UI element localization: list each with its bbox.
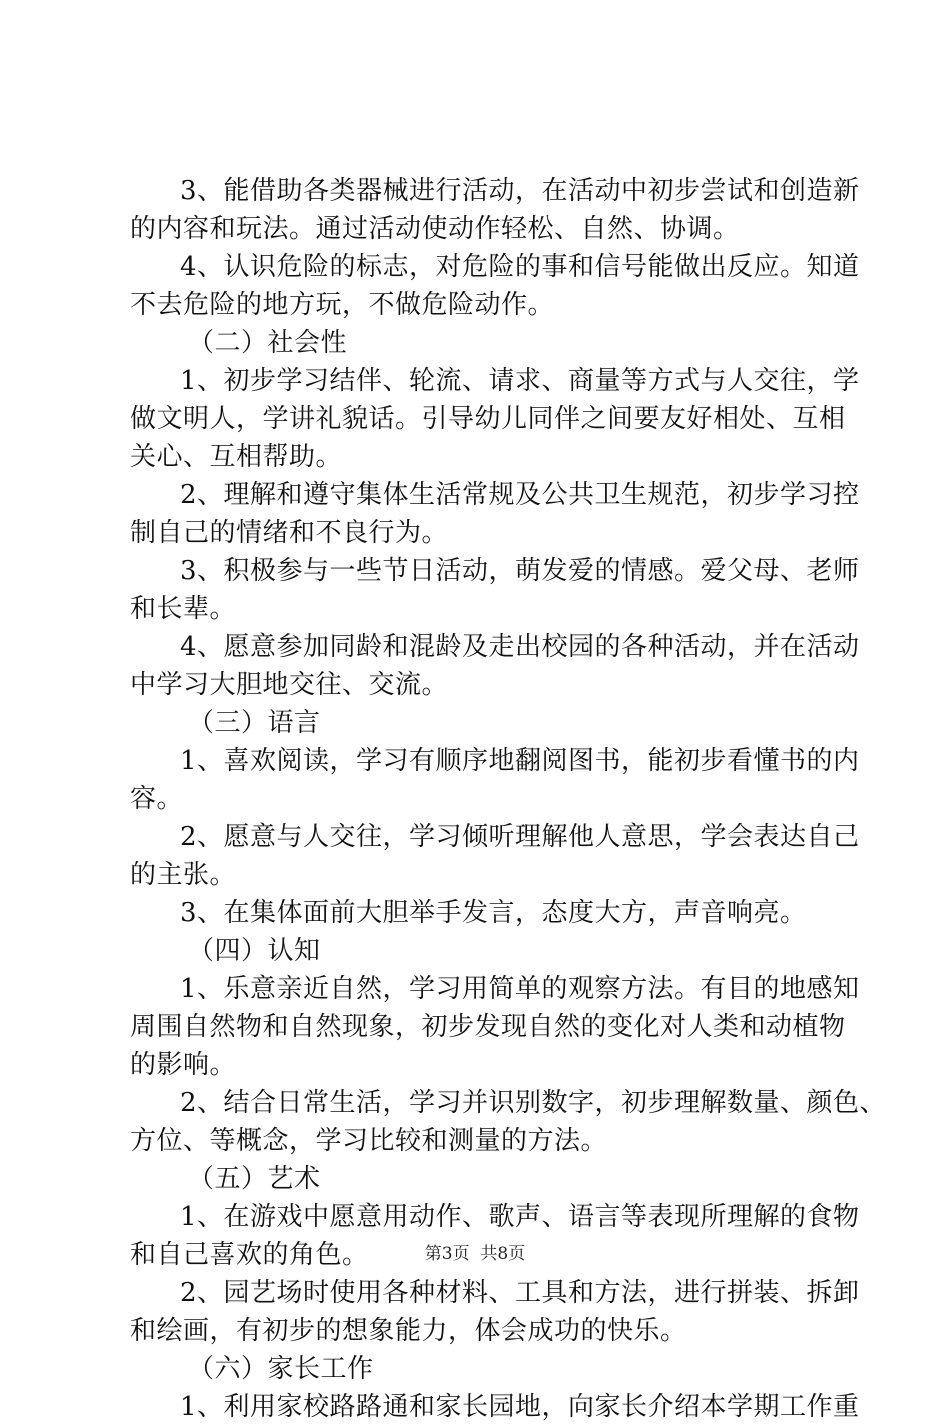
paragraph-line: 方位、等概念，学习比较和测量的方法。 bbox=[130, 1126, 608, 1156]
paragraph-line: 的主张。 bbox=[130, 860, 237, 890]
paragraph-line: 4、认识危险的标志，对危险的事和信号能做出反应。知道 bbox=[180, 252, 860, 282]
paragraph-line: 4、愿意参加同龄和混龄及走出校园的各种活动，并在活动 bbox=[180, 632, 860, 662]
paragraph-line: 做文明人，学讲礼貌话。引导幼儿同伴之间要友好相处、互相 bbox=[130, 404, 846, 434]
paragraph-line: 3、能借助各类器械进行活动，在活动中初步尝试和创造新 bbox=[180, 176, 860, 206]
paragraph-line: 2、愿意与人交往，学习倾听理解他人意思，学会表达自己 bbox=[180, 822, 860, 852]
paragraph-line: 的内容和玩法。通过活动使动作轻松、自然、协调。 bbox=[130, 214, 740, 244]
paragraph-line: 制自己的情绪和不良行为。 bbox=[130, 518, 449, 548]
paragraph-line: 1、利用家校路路通和家长园地，向家长介绍本学期工作重 bbox=[180, 1392, 860, 1422]
paragraph-line: 1、喜欢阅读，学习有顺序地翻阅图书，能初步看懂书的内 bbox=[180, 746, 860, 776]
paragraph-line: 2、理解和遵守集体生活常规及公共卫生规范，初步学习控 bbox=[180, 480, 860, 510]
paragraph-line: 2、园艺场时使用各种材料、工具和方法，进行拼装、拆卸 bbox=[180, 1278, 860, 1308]
paragraph-line: 的影响。 bbox=[130, 1050, 237, 1080]
paragraph-line: 不去危险的地方玩，不做危险动作。 bbox=[130, 290, 555, 320]
page-footer: 第3页 共8页 bbox=[424, 1244, 526, 1264]
section-heading: （四）认知 bbox=[188, 936, 321, 966]
paragraph-line: 容。 bbox=[130, 784, 184, 814]
paragraph-line: 和长辈。 bbox=[130, 594, 237, 624]
paragraph-line: 关心、互相帮助。 bbox=[130, 442, 343, 472]
paragraph-line: 1、乐意亲近自然，学习用简单的观察方法。有目的地感知 bbox=[180, 974, 860, 1004]
section-heading: （二）社会性 bbox=[188, 328, 348, 358]
paragraph-line: 2、结合日常生活，学习并识别数字，初步理解数量、颜色、 bbox=[180, 1088, 887, 1118]
section-heading: （五）艺术 bbox=[188, 1164, 321, 1194]
paragraph-line: 1、初步学习结伴、轮流、请求、商量等方式与人交往，学 bbox=[180, 366, 860, 396]
paragraph-line: 中学习大胆地交往、交流。 bbox=[130, 670, 449, 700]
paragraph-line: 周围自然物和自然现象，初步发现自然的变化对人类和动植物 bbox=[130, 1012, 846, 1042]
section-heading: （六）家长工作 bbox=[188, 1354, 374, 1384]
paragraph-line: 3、积极参与一些节日活动，萌发爱的情感。爱父母、老师 bbox=[180, 556, 860, 586]
paragraph-line: 和绘画，有初步的想象能力，体会成功的快乐。 bbox=[130, 1316, 687, 1346]
section-heading: （三）语言 bbox=[188, 708, 321, 738]
paragraph-line: 3、在集体面前大胆举手发言，态度大方，声音响亮。 bbox=[180, 898, 807, 928]
paragraph-line: 和自己喜欢的角色。 bbox=[130, 1240, 369, 1270]
paragraph-line: 1、在游戏中愿意用动作、歌声、语言等表现所理解的食物 bbox=[180, 1202, 860, 1232]
document-body bbox=[130, 172, 887, 1426]
